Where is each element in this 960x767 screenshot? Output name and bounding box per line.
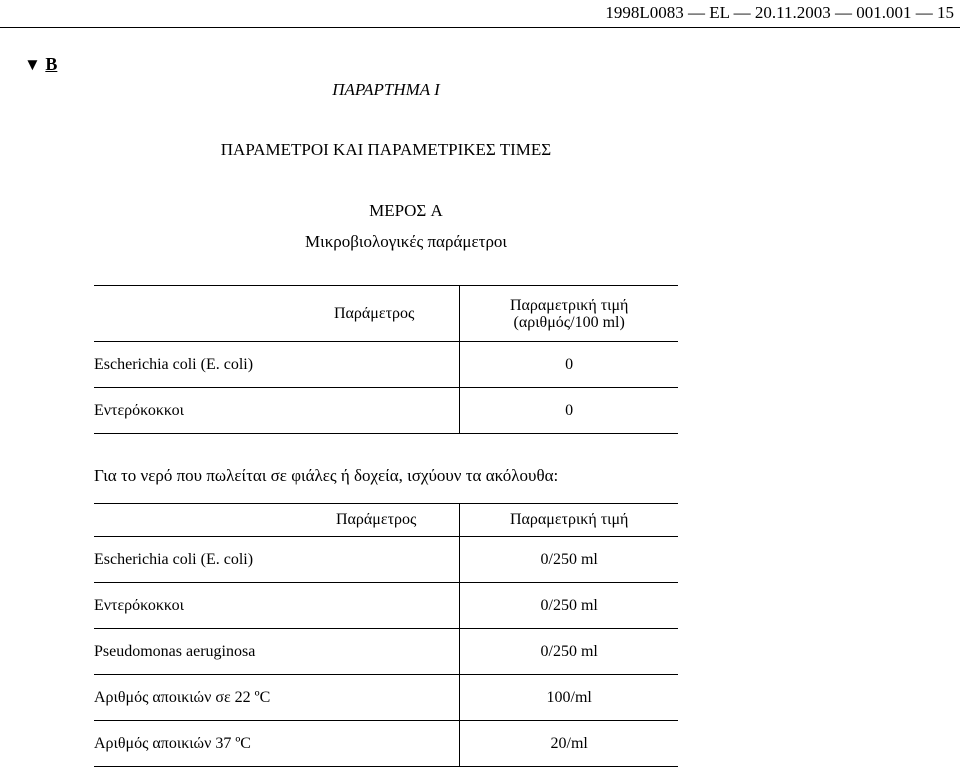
table-row	[94, 583, 678, 629]
amendment-marker	[24, 54, 57, 75]
table-row	[94, 629, 678, 675]
value-cell: 0	[460, 342, 678, 388]
parameter-cell: Pseudomonas aeruginosa	[94, 629, 460, 675]
annex-title: ΠΑΡΑΡΤΗΜΑ I	[332, 80, 440, 99]
header-parametric-value: Παραμετρική τιμή	[460, 504, 678, 537]
parameter-cell: Εντερόκοκκοι	[94, 583, 460, 629]
value-cell: 0	[460, 388, 678, 434]
value-cell: 20/ml	[460, 721, 678, 767]
microbiological-parameters-table	[94, 285, 678, 434]
header-value-line2: (αριθμός/100 ml)	[513, 313, 625, 331]
parameter-cell: Αριθμός αποικιών 37 ºC	[94, 721, 460, 767]
bottled-water-parameters-table	[94, 503, 678, 767]
table-row	[94, 675, 678, 721]
header-parameter: Παράμετρος	[94, 286, 460, 342]
marker-triangle-icon: ▼	[24, 55, 41, 74]
document-header	[0, 0, 960, 28]
document-reference: 1998L0083 — EL — 20.11.2003 — 001.001 — 15	[605, 3, 954, 22]
bottled-water-intro: Για το νερό που πωλείται σε φιάλες ή δοχεία, ισχύουν τα ακόλουθα:	[94, 466, 559, 485]
value-cell: 0/250 ml	[460, 583, 678, 629]
part-subtitle: Μικροβιολογικές παράμετροι	[305, 232, 507, 251]
table-row	[94, 537, 678, 583]
header-parametric-value	[460, 286, 678, 342]
table-header-row	[94, 286, 678, 342]
header-parameter: Παράμετρος	[94, 504, 460, 537]
parameter-cell: Escherichia coli (E. coli)	[94, 342, 460, 388]
table-row	[94, 388, 678, 434]
table-row	[94, 342, 678, 388]
parameter-cell: Escherichia coli (E. coli)	[94, 537, 460, 583]
table-header-row	[94, 504, 678, 537]
parameter-cell: Αριθμός αποικιών σε 22 ºC	[94, 675, 460, 721]
value-cell: 100/ml	[460, 675, 678, 721]
parameter-cell: Εντερόκοκκοι	[94, 388, 460, 434]
header-value-line1: Παραμετρική τιμή	[509, 296, 629, 314]
value-cell: 0/250 ml	[460, 629, 678, 675]
part-title: ΜΕΡΟΣ A	[369, 201, 443, 220]
value-cell: 0/250 ml	[460, 537, 678, 583]
marker-label: B	[45, 54, 58, 74]
main-title: ΠΑΡΑΜΕΤΡΟΙ ΚΑΙ ΠΑΡΑΜΕΤΡΙΚΕΣ ΤΙΜΕΣ	[220, 140, 552, 159]
table-row	[94, 721, 678, 767]
